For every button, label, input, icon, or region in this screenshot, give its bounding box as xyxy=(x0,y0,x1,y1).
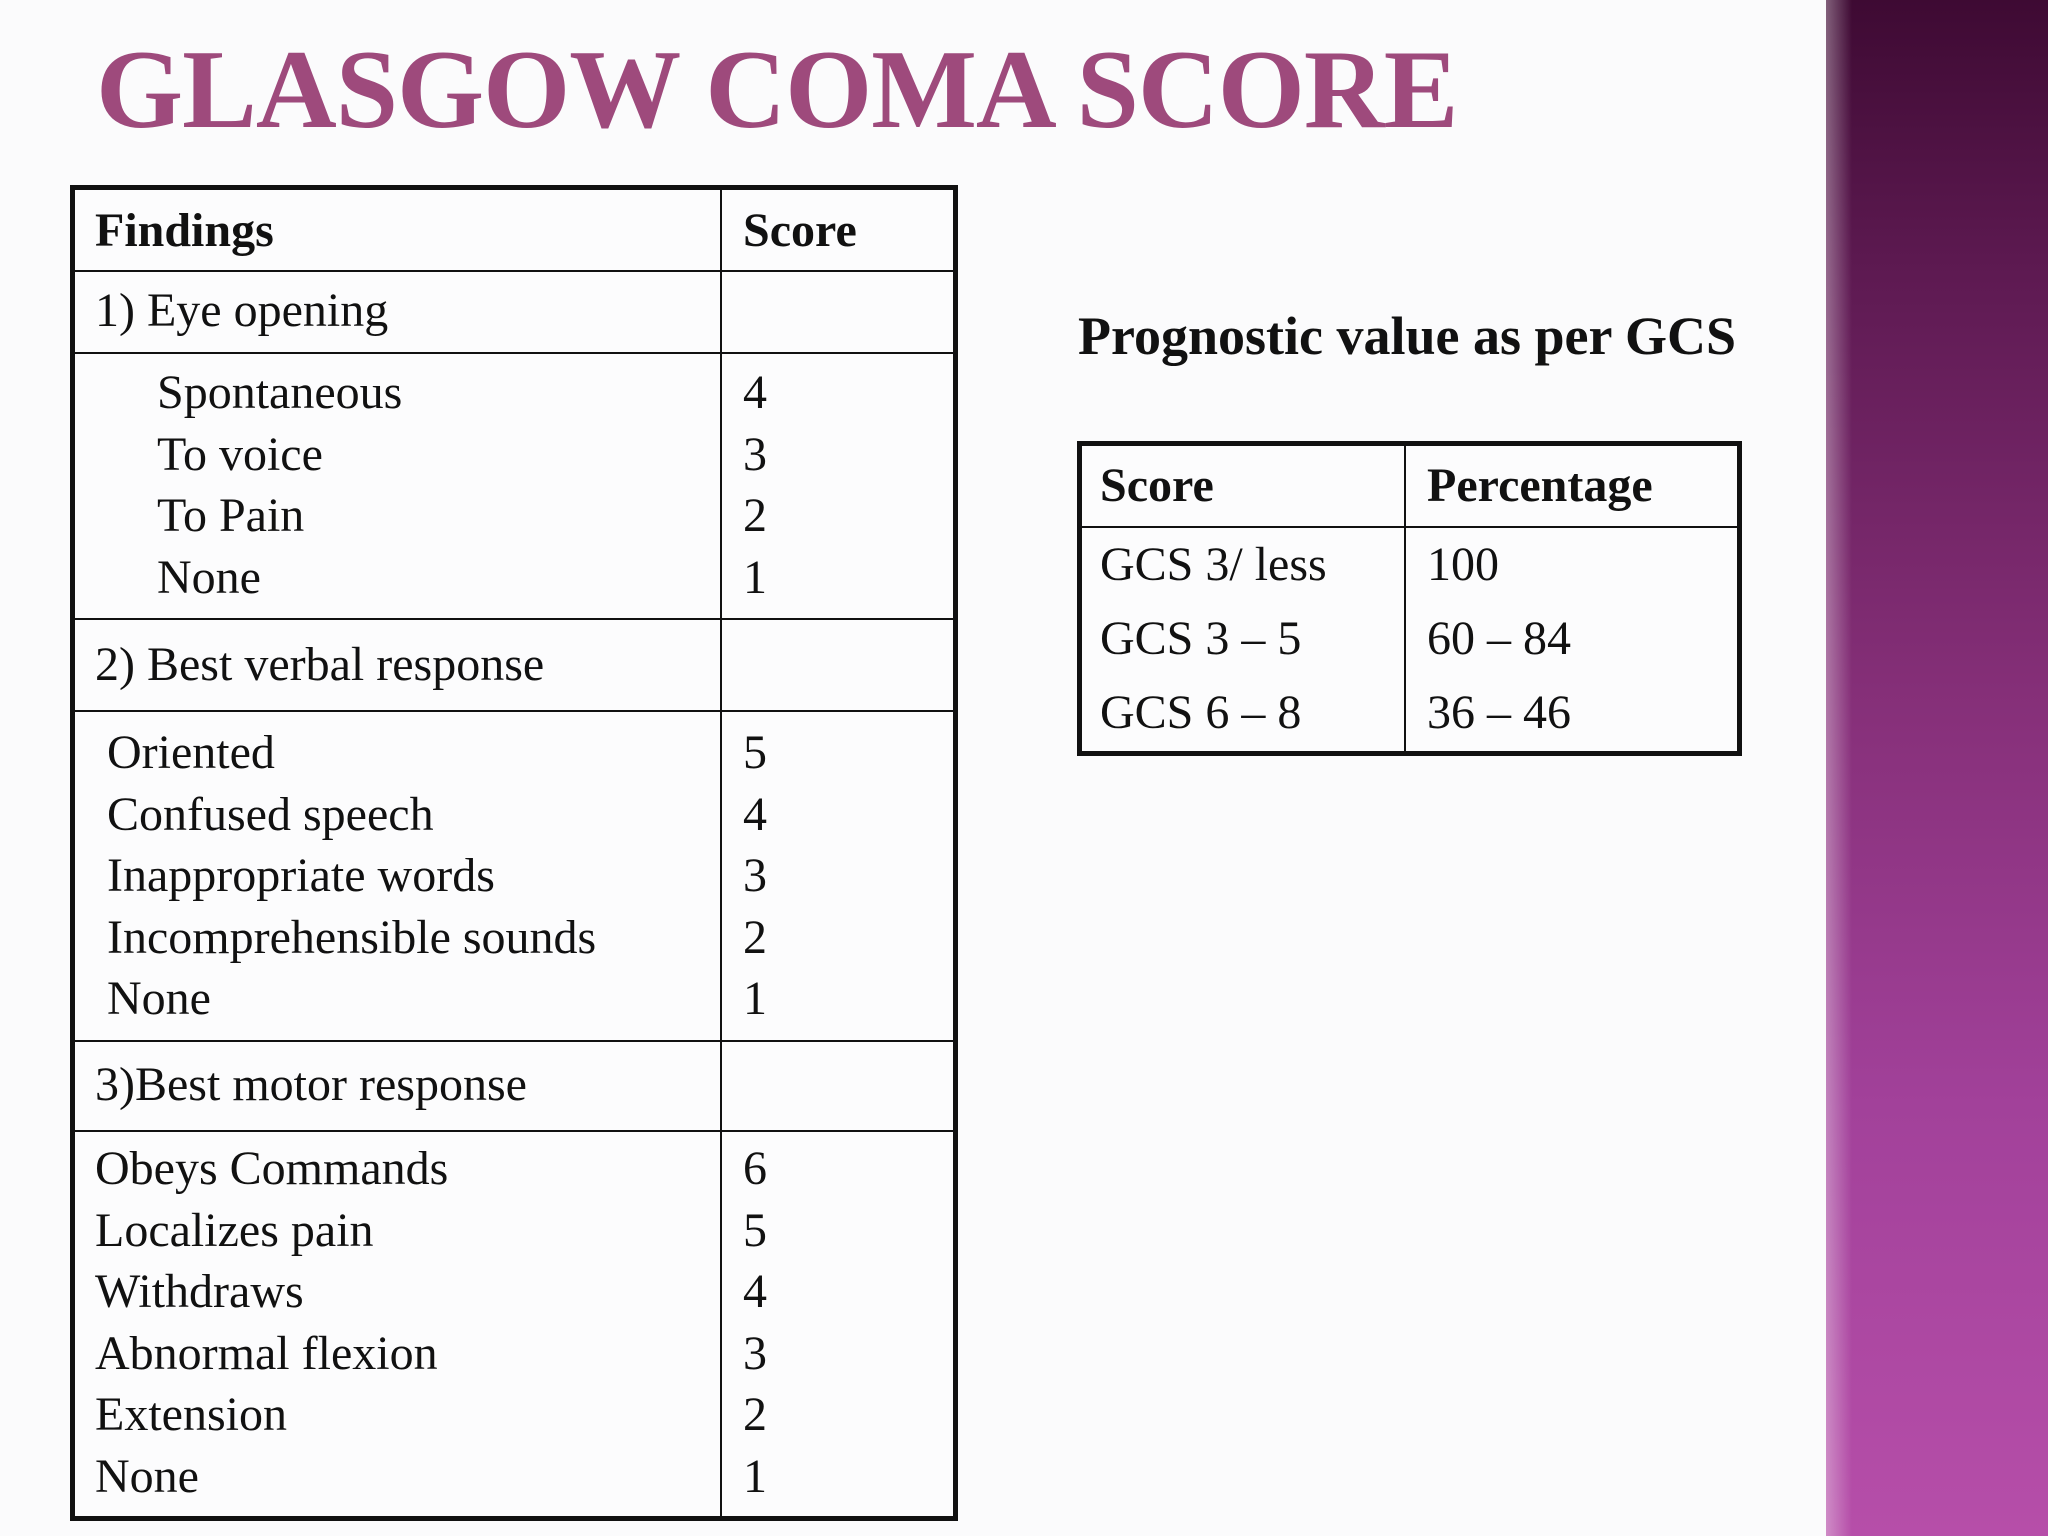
section-items-row xyxy=(75,1132,953,1516)
score-value: 3 xyxy=(743,1326,767,1380)
list-item: Oriented xyxy=(107,726,275,779)
list-item: Inappropriate words xyxy=(107,849,495,902)
section-items-row xyxy=(75,354,953,620)
prognostic-table xyxy=(1077,441,1742,756)
prognostic-body xyxy=(1082,528,1737,750)
score-value: 1 xyxy=(743,972,767,1025)
section-items-row xyxy=(75,712,953,1042)
list-item: Obeys Commands xyxy=(95,1142,449,1195)
prognostic-score-header: Score xyxy=(1100,459,1214,512)
list-item: Withdraws xyxy=(95,1265,304,1318)
list-item: Localizes pain xyxy=(95,1203,374,1257)
list-item: None xyxy=(157,550,261,604)
table-row xyxy=(1082,602,1737,676)
list-item: Spontaneous xyxy=(157,366,403,419)
section-heading-row xyxy=(75,1042,953,1132)
eye-opening-findings xyxy=(157,362,767,608)
score-value: 1 xyxy=(743,550,767,604)
prognostic-heading: Prognostic value as per GCS xyxy=(1078,306,1737,366)
section-heading-motor-response: 3)Best motor response xyxy=(95,1058,527,1111)
motor-response-scores xyxy=(743,1138,943,1507)
percentage-cell: 60 – 84 xyxy=(1427,612,1571,665)
prognostic-percentage-header: Percentage xyxy=(1427,459,1653,512)
decorative-side-band xyxy=(1826,0,2048,1536)
percentage-cell: 36 – 46 xyxy=(1427,686,1571,739)
gcs-header-row xyxy=(75,190,953,272)
score-value: 2 xyxy=(743,910,767,964)
score-value: 4 xyxy=(743,1265,767,1318)
score-value: 5 xyxy=(743,1203,767,1257)
score-cell: GCS 3/ less xyxy=(1100,538,1327,591)
list-item: To voice xyxy=(157,427,323,481)
motor-response-findings xyxy=(95,1138,705,1507)
score-cell: GCS 3 – 5 xyxy=(1100,612,1302,665)
score-header: Score xyxy=(743,204,857,257)
table-row xyxy=(1082,676,1737,750)
score-value: 3 xyxy=(743,849,767,902)
verbal-response-findings xyxy=(107,722,717,1030)
findings-header: Findings xyxy=(95,204,274,257)
score-value: 6 xyxy=(743,1142,767,1195)
section-heading-verbal-response: 2) Best verbal response xyxy=(95,638,545,691)
list-item: None xyxy=(95,1449,199,1503)
list-item: None xyxy=(107,972,211,1025)
list-item: Abnormal flexion xyxy=(95,1326,438,1380)
section-heading-eye-opening: 1) Eye opening xyxy=(95,284,389,337)
score-value: 3 xyxy=(743,427,767,481)
score-value: 2 xyxy=(743,489,767,542)
score-value: 4 xyxy=(743,366,767,419)
table-row xyxy=(1082,528,1737,602)
list-item: Confused speech xyxy=(107,787,434,841)
score-cell: GCS 6 – 8 xyxy=(1100,686,1302,739)
list-item: To Pain xyxy=(157,489,305,542)
list-item: Extension xyxy=(95,1388,287,1441)
score-value: 1 xyxy=(743,1449,767,1503)
gcs-table xyxy=(70,185,958,1521)
section-heading-row xyxy=(75,272,953,354)
percentage-cell: 100 xyxy=(1427,538,1499,591)
verbal-response-scores xyxy=(743,722,943,1030)
score-value: 5 xyxy=(743,726,767,779)
page-title: GLASGOW COMA SCORE xyxy=(96,28,1458,152)
section-heading-row xyxy=(75,620,953,712)
list-item: Incomprehensible sounds xyxy=(107,910,597,964)
score-value: 2 xyxy=(743,1388,767,1441)
prognostic-header-row xyxy=(1082,446,1737,528)
score-value: 4 xyxy=(743,787,767,841)
eye-opening-scores xyxy=(743,362,943,608)
